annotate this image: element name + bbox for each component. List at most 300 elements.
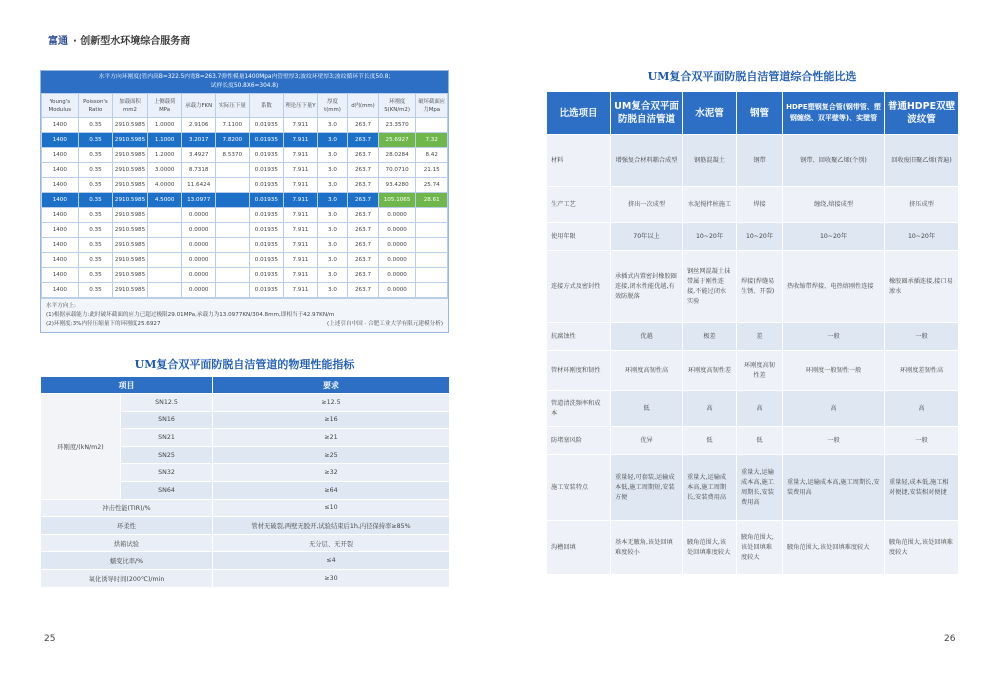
data-table-title-line1: 水平方向环刚度(管内高B=322.5内宽B=263.7弹性模量1400Mpa内管壁厚3;波纹环壁厚3;波纹循环节长度50.8;: [98, 74, 391, 80]
data-table-header-row: [42, 94, 448, 118]
data-table-cell: 2910.5985: [113, 223, 148, 238]
data-table-cell: 8.7318: [182, 163, 216, 178]
data-table-cell: [215, 163, 249, 178]
cmp-cell: 高: [737, 391, 783, 427]
data-table-cell: 3.0: [317, 133, 348, 148]
data-table-cell: 0.35: [78, 118, 113, 133]
data-table-cell: 0.01935: [249, 118, 284, 133]
cmp-cell: 低: [611, 391, 683, 427]
cmp-cell: 环刚度高韧性高: [611, 351, 683, 391]
data-table-cell: [147, 268, 182, 283]
data-table-cell: 3.0: [317, 253, 348, 268]
data-table-cell: 8.42: [416, 148, 448, 163]
data-table-cell: 3.0: [317, 148, 348, 163]
data-table-cell: [215, 238, 249, 253]
note-bearing-capacity: (1)根据承载能力:此时破坏截面的应力已超过极限29.01MPa,承载力为13.0977KN/304.8mm,即相当于42.97KN/m: [46, 312, 335, 318]
brand-name: 富通: [48, 36, 68, 47]
data-table-cell: 263.7: [348, 193, 379, 208]
data-table-notes: [41, 298, 448, 332]
data-table-cell: 7.911: [284, 133, 318, 148]
data-table-cell: 0.01935: [249, 223, 284, 238]
data-table-cell: 7.1100: [215, 118, 249, 133]
data-table-cell: 1400: [42, 238, 79, 253]
phys-header-row: [41, 377, 450, 394]
data-table-cell: 0.01935: [249, 283, 284, 298]
data-table-cell: 2910.5985: [113, 193, 148, 208]
data-table-header-cell: 破坏截面应力Mpa: [416, 94, 448, 118]
data-table-cell: 263.7: [348, 133, 379, 148]
data-table-cell: 0.35: [78, 253, 113, 268]
data-table-cell: [416, 268, 448, 283]
phys-row: [41, 534, 450, 552]
cmp-cell: 一般: [783, 427, 885, 455]
data-table-cell: 0.0000: [378, 268, 416, 283]
data-table-cell: 1400: [42, 283, 79, 298]
data-table-cell: 1400: [42, 148, 79, 163]
data-table-cell: 1400: [42, 178, 79, 193]
data-table-cell: 21.15: [416, 163, 448, 178]
data-table-cell: 2910.5985: [113, 208, 148, 223]
data-table-cell: 263.7: [348, 253, 379, 268]
cmp-header-cell: HDPE塑钢复合管(钢带管、塑钢缠绕、双平壁等)、实壁管: [783, 92, 885, 135]
data-table-cell: 0.0000: [182, 208, 216, 223]
phys-requirement: ≤4: [213, 552, 450, 570]
data-table-cell: [416, 208, 448, 223]
data-table-body: [42, 118, 448, 298]
data-table-header-cell: Poisson's Ratio: [78, 94, 113, 118]
cmp-cell: 高: [683, 391, 737, 427]
data-table-cell: [147, 208, 182, 223]
data-table-cell: 0.0000: [378, 208, 416, 223]
data-table-row: [42, 283, 448, 298]
data-table-cell: 28.61: [416, 193, 448, 208]
data-table-cell: 0.01935: [249, 268, 284, 283]
data-table-cell: 1400: [42, 253, 79, 268]
data-table-cell: [147, 283, 182, 298]
cmp-cell: 钢带: [737, 135, 783, 187]
data-table-header-cell: 理论压下量Y: [284, 94, 318, 118]
data-table-cell: 7.911: [284, 178, 318, 193]
data-table-cell: 3.4927: [182, 148, 216, 163]
data-table-cell: 13.0977: [182, 193, 216, 208]
note-title: 水平方向上:: [46, 303, 76, 309]
data-table-cell: 263.7: [348, 223, 379, 238]
ring-requirement: ≥25: [213, 446, 450, 464]
data-table-cell: 263.7: [348, 208, 379, 223]
cmp-header-row: [547, 92, 959, 135]
data-table-cell: 263.7: [348, 178, 379, 193]
cmp-cell: 低: [683, 427, 737, 455]
cmp-cell: 腋角范围大,该处回填难度较大: [885, 521, 959, 575]
data-table-header-cell: d内(mm): [348, 94, 379, 118]
ring-grade: SN21: [121, 429, 213, 447]
data-table-cell: 0.01935: [249, 148, 284, 163]
phys-header-requirement: 要求: [213, 377, 450, 394]
data-table-cell: 3.0: [317, 283, 348, 298]
phys-table-body: [41, 394, 450, 588]
brand-header: [48, 32, 190, 47]
data-table-cell: 2910.5985: [113, 118, 148, 133]
cmp-cell: 重量大,运输成本高,施工周期长,安装费用高: [737, 455, 783, 521]
data-table-cell: 1400: [42, 223, 79, 238]
data-table-header-cell: 系数: [249, 94, 284, 118]
cmp-cell: 10~20年: [885, 223, 959, 251]
data-table-cell: 0.35: [78, 223, 113, 238]
cmp-cell: 环刚度差韧性高: [885, 351, 959, 391]
data-table-row: [42, 223, 448, 238]
ring-stiffness-data-table: [40, 70, 449, 333]
data-table-cell: 0.01935: [249, 253, 284, 268]
cmp-row-label: 生产工艺: [547, 187, 611, 223]
cmp-row: [547, 187, 959, 223]
data-table-row: [42, 253, 448, 268]
data-table-cell: 263.7: [348, 268, 379, 283]
data-table-cell: 3.0: [317, 238, 348, 253]
ring-grade: SN12.5: [121, 394, 213, 412]
data-table-cell: 0.0000: [378, 283, 416, 298]
data-table-row: [42, 268, 448, 283]
data-table-cell: 3.0: [317, 208, 348, 223]
data-table-cell: 2910.5985: [113, 163, 148, 178]
data-table-cell: [416, 238, 448, 253]
data-table-cell: 0.35: [78, 178, 113, 193]
data-table-cell: 2910.5985: [113, 253, 148, 268]
cmp-row: [547, 521, 959, 575]
data-table-cell: 0.35: [78, 283, 113, 298]
cmp-cell: 低: [737, 427, 783, 455]
data-table-header-cell: 实际压下量: [215, 94, 249, 118]
cmp-cell: 环刚度高韧性差: [683, 351, 737, 391]
data-table-cell: 263.7: [348, 238, 379, 253]
data-table-cell: 1400: [42, 193, 79, 208]
data-table-cell: 263.7: [348, 163, 379, 178]
data-table-cell: 0.0000: [182, 253, 216, 268]
cmp-section-title: UM复合双平面防脱自洁管道综合性能比选: [647, 70, 857, 83]
data-table-cell: 0.0000: [182, 238, 216, 253]
cmp-row-label: 抗腐蚀性: [547, 323, 611, 351]
data-table-row: [42, 238, 448, 253]
data-table-cell: 0.0000: [182, 268, 216, 283]
cmp-cell: 回收废旧聚乙烯(普遍): [885, 135, 959, 187]
cmp-cell: 优异: [611, 427, 683, 455]
data-table-row: [42, 148, 448, 163]
data-table-row: [42, 133, 448, 148]
data-table-cell: 1.0000: [147, 118, 182, 133]
data-table-cell: 0.01935: [249, 193, 284, 208]
ring-grade: SN16: [121, 411, 213, 429]
cmp-cell: 极差: [683, 323, 737, 351]
phys-item: 氧化诱导时间(200℃)/min: [41, 569, 213, 587]
data-table-cell: 7.911: [284, 223, 318, 238]
data-table-row: [42, 163, 448, 178]
data-table-cell: 1.1000: [147, 133, 182, 148]
data-table-cell: [215, 223, 249, 238]
cmp-row-label: 材料: [547, 135, 611, 187]
cmp-cell: 腋角范围大,该处回填难度较大: [737, 521, 783, 575]
cmp-cell: 10~20年: [783, 223, 885, 251]
data-table-cell: [215, 193, 249, 208]
cmp-cell: 缠绕,熔接成型: [783, 187, 885, 223]
data-table-cell: 7.8200: [215, 133, 249, 148]
comparison-table: [546, 91, 959, 575]
physical-properties-table: [40, 376, 450, 588]
data-table-cell: 3.2017: [182, 133, 216, 148]
data-table-cell: 3.0: [317, 193, 348, 208]
data-table-cell: 1400: [42, 118, 79, 133]
cmp-cell: 重量轻,可套装,运输成本低,施工周期短,安装方便: [611, 455, 683, 521]
ring-grade: SN25: [121, 446, 213, 464]
data-table-cell: 2910.5985: [113, 133, 148, 148]
cmp-cell: 10~20年: [737, 223, 783, 251]
data-table-cell: 3.0: [317, 223, 348, 238]
ring-stiffness-label: 环刚度/(kN/m2): [41, 394, 121, 500]
cmp-cell: 水泥搅拌桩施工: [683, 187, 737, 223]
cmp-cell: 环刚度高韧性差: [737, 351, 783, 391]
data-table-cell: 1400: [42, 208, 79, 223]
cmp-cell: 钢筋混凝土: [683, 135, 737, 187]
cmp-cell: 钢带、回收聚乙烯(个别): [783, 135, 885, 187]
data-table-cell: 0.01935: [249, 163, 284, 178]
data-table-cell: 0.0000: [182, 283, 216, 298]
data-table-cell: 8.5370: [215, 148, 249, 163]
data-table-cell: 7.911: [284, 208, 318, 223]
data-table-cell: [215, 283, 249, 298]
note-source: (上述引自中国 · 合肥工业大学有限元建模分析): [327, 321, 443, 327]
data-table-cell: 3.0: [317, 118, 348, 133]
data-table-cell: 3.0: [317, 178, 348, 193]
ring-requirement: ≥21: [213, 429, 450, 447]
data-table-cell: 2910.5985: [113, 178, 148, 193]
data-table-cell: 0.0000: [378, 238, 416, 253]
ring-requirement: ≥12.5: [213, 394, 450, 412]
data-table-cell: [215, 253, 249, 268]
data-table-row: [42, 208, 448, 223]
data-table-cell: 1400: [42, 133, 79, 148]
cmp-row: [547, 251, 959, 323]
cmp-cell: 焊接(焊缝易生锈、开裂): [737, 251, 783, 323]
cmp-header-cell: UM复合双平面防脱自洁管道: [611, 92, 683, 135]
phys-row: [41, 552, 450, 570]
cmp-row-label: 管道清洗频率和成本: [547, 391, 611, 427]
cmp-cell: 差: [737, 323, 783, 351]
cmp-row: [547, 135, 959, 187]
cmp-cell: 热收缩带焊接、电热熔刚性连接: [783, 251, 885, 323]
data-table-title: [41, 71, 448, 93]
data-table-cell: 7.911: [284, 268, 318, 283]
data-table-cell: 0.01935: [249, 208, 284, 223]
data-table-cell: [147, 253, 182, 268]
phys-item: 冲击性能(TIR)/%: [41, 499, 213, 517]
cmp-cell: 优越: [611, 323, 683, 351]
cmp-row-label: 连接方式及密封性: [547, 251, 611, 323]
cmp-row-label: 沟槽回填: [547, 521, 611, 575]
data-table-cell: 25.6927: [378, 133, 416, 148]
data-table-header-cell: 上侧载荷MPa: [147, 94, 182, 118]
cmp-row: [547, 427, 959, 455]
cmp-row-label: 使用年限: [547, 223, 611, 251]
cmp-cell: 一般: [885, 427, 959, 455]
data-table-header-cell: 承载力FKN: [182, 94, 216, 118]
data-table-cell: [416, 118, 448, 133]
phys-item: 环柔性: [41, 517, 213, 535]
phys-requirement: 无分层、无开裂: [213, 534, 450, 552]
phys-item: 蠕变比率/%: [41, 552, 213, 570]
cmp-cell: 70年以上: [611, 223, 683, 251]
data-table-cell: 263.7: [348, 148, 379, 163]
data-table-cell: 2910.5985: [113, 238, 148, 253]
data-table-cell: 7.911: [284, 238, 318, 253]
page-number-right: 26: [944, 634, 956, 644]
cmp-cell: 挤出一次成型: [611, 187, 683, 223]
ring-requirement: ≥32: [213, 464, 450, 482]
phys-row: [41, 517, 450, 535]
data-table-row: [42, 118, 448, 133]
data-table-header-cell: 环刚度S(KN/m2): [378, 94, 416, 118]
cmp-cell: 橡胶圈承插连接,接口易渗水: [885, 251, 959, 323]
data-table-cell: 7.911: [284, 118, 318, 133]
cmp-header-cell: 普通HDPE双壁波纹管: [885, 92, 959, 135]
data-table-cell: 105.1065: [378, 193, 416, 208]
data-table-cell: [215, 178, 249, 193]
cmp-cell: 腋角范围大,该处回填难度较大: [783, 521, 885, 575]
phys-requirement: ≤10: [213, 499, 450, 517]
data-table-cell: 0.35: [78, 268, 113, 283]
data-table-cell: 263.7: [348, 283, 379, 298]
data-table-cell: 0.01935: [249, 178, 284, 193]
cmp-cell: 重量大,运输成本高,施工周期长,安装费用高: [783, 455, 885, 521]
cmp-row-label: 管材环刚度和韧性: [547, 351, 611, 391]
cmp-cell: 焊接: [737, 187, 783, 223]
data-table-cell: 0.0000: [378, 223, 416, 238]
note-ring-stiffness: (2)环刚度:3%内径压缩量下的环刚度25.6927: [46, 321, 161, 327]
data-table-cell: 7.32: [416, 133, 448, 148]
cmp-row-label: 防堵塞风险: [547, 427, 611, 455]
data-table-cell: [147, 238, 182, 253]
data-table-cell: [147, 223, 182, 238]
cmp-cell: 承插式内置密封橡胶圈连接,闭水性能优越,有效防脱落: [611, 251, 683, 323]
phys-header-item: 项目: [41, 377, 213, 394]
data-table-cell: 0.35: [78, 193, 113, 208]
cmp-row-label: 施工安装特点: [547, 455, 611, 521]
phys-row: [41, 499, 450, 517]
cmp-cell: 重量轻,成本低,施工相对便捷,安装相对便捷: [885, 455, 959, 521]
data-table-cell: 0.35: [78, 148, 113, 163]
data-table-cell: 0.35: [78, 238, 113, 253]
data-table-cell: 70.0710: [378, 163, 416, 178]
data-table-cell: 1400: [42, 163, 79, 178]
data-table-cell: 0.35: [78, 133, 113, 148]
data-table-cell: 0.01935: [249, 238, 284, 253]
data-table-cell: 2910.5985: [113, 283, 148, 298]
data-table-cell: 7.911: [284, 253, 318, 268]
phys-requirement: 管材无破裂,两壁无脱开,试验结束后1h,内径保持率≥85%: [213, 517, 450, 535]
data-table-cell: 7.911: [284, 163, 318, 178]
data-table-cell: 0.01935: [249, 133, 284, 148]
cmp-row: [547, 351, 959, 391]
data-table-header-cell: 加载面积mm2: [113, 94, 148, 118]
data-table-cell: 263.7: [348, 118, 379, 133]
data-table-cell: 2910.5985: [113, 148, 148, 163]
cmp-cell: 一般: [783, 323, 885, 351]
page-number-left: 25: [44, 634, 56, 644]
data-table-header-cell: Young's Modulus: [42, 94, 79, 118]
data-table-header-cell: 厚度t(mm): [317, 94, 348, 118]
cmp-row: [547, 455, 959, 521]
data-table-cell: 25.74: [416, 178, 448, 193]
data-table-cell: 2910.5985: [113, 268, 148, 283]
cmp-cell: 高: [783, 391, 885, 427]
data-table-cell: 7.911: [284, 283, 318, 298]
data-table-cell: 7.911: [284, 148, 318, 163]
phys-row: [41, 569, 450, 587]
cmp-table-body: [547, 135, 959, 575]
data-table-cell: [416, 223, 448, 238]
phys-requirement: ≥30: [213, 569, 450, 587]
cmp-header-cell: 比选项目: [547, 92, 611, 135]
phys-ring-row: [41, 394, 450, 412]
data-table-cell: 0.0000: [378, 253, 416, 268]
ring-grade: SN32: [121, 464, 213, 482]
phys-section-title: UM复合双平面防脱自洁管道的物理性能指标: [134, 358, 355, 371]
cmp-row: [547, 323, 959, 351]
data-table-title-line2: 试样长度50.8X6=304.8): [210, 83, 279, 89]
cmp-cell: 一般: [885, 323, 959, 351]
data-table-cell: 0.0000: [182, 223, 216, 238]
ring-grade: SN64: [121, 481, 213, 499]
data-table-cell: [416, 253, 448, 268]
brand-slogan: · 创新型水环境综合服务商: [73, 36, 191, 47]
data-table-cell: 28.0284: [378, 148, 416, 163]
data-table-cell: 0.35: [78, 208, 113, 223]
cmp-row: [547, 391, 959, 427]
data-table-cell: [215, 208, 249, 223]
ring-requirement: ≥16: [213, 411, 450, 429]
data-table-cell: 4.0000: [147, 178, 182, 193]
cmp-cell: 基本无腋角,该处回填难度较小: [611, 521, 683, 575]
phys-item: 烘箱试验: [41, 534, 213, 552]
cmp-cell: 腋角范围大,该处回填难度较大: [683, 521, 737, 575]
cmp-cell: 10~20年: [683, 223, 737, 251]
cmp-cell: 增强复合材料耦合成型: [611, 135, 683, 187]
cmp-cell: 重量大,运输成本高,施工周期长,安装费用高: [683, 455, 737, 521]
cmp-row: [547, 223, 959, 251]
cmp-cell: 钢丝网混凝土抹带属于刚性连接,不能过闭水实验: [683, 251, 737, 323]
cmp-cell: 高: [885, 391, 959, 427]
data-table-cell: 11.6424: [182, 178, 216, 193]
cmp-cell: 挤压成型: [885, 187, 959, 223]
data-table-row: [42, 193, 448, 208]
data-table-cell: 23.3570: [378, 118, 416, 133]
data-table-cell: 3.0000: [147, 163, 182, 178]
data-table-cell: 3.0: [317, 163, 348, 178]
data-table-cell: 2.9106: [182, 118, 216, 133]
data-table-cell: 4.5000: [147, 193, 182, 208]
data-table-grid: [41, 93, 448, 298]
data-table-cell: 1400: [42, 268, 79, 283]
cmp-cell: 环刚度一般韧性一般: [783, 351, 885, 391]
data-table-cell: 7.911: [284, 193, 318, 208]
data-table-row: [42, 178, 448, 193]
cmp-header-cell: 水泥管: [683, 92, 737, 135]
data-table-cell: 3.0: [317, 268, 348, 283]
data-table-cell: [215, 268, 249, 283]
cmp-header-cell: 钢管: [737, 92, 783, 135]
data-table-cell: 93.4280: [378, 178, 416, 193]
data-table-cell: [416, 283, 448, 298]
ring-requirement: ≥64: [213, 481, 450, 499]
data-table-cell: 1.2000: [147, 148, 182, 163]
data-table-cell: 0.35: [78, 163, 113, 178]
